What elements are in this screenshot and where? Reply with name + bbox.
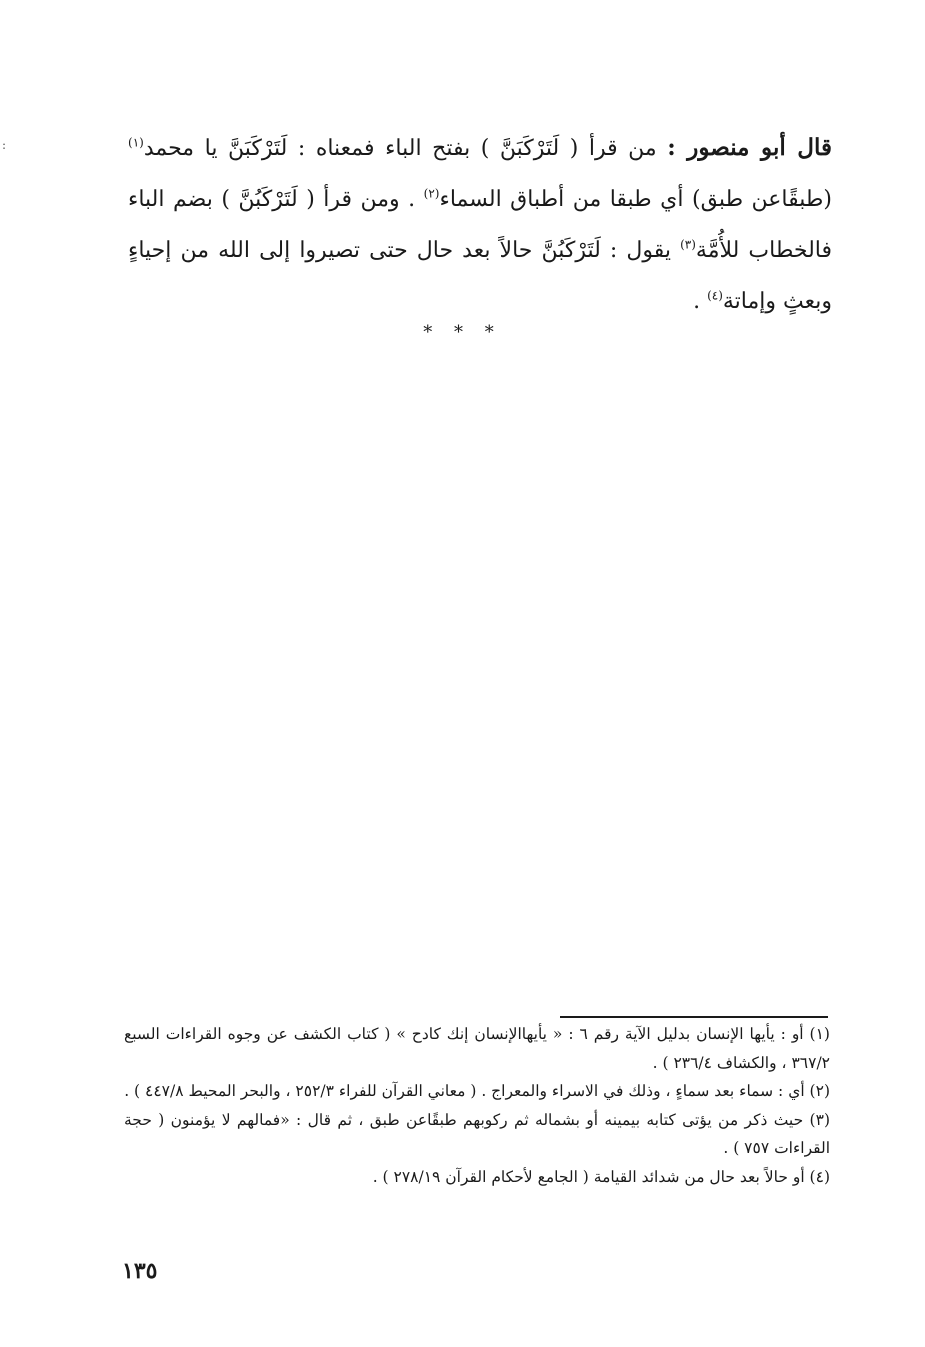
main-paragraph — [128, 122, 832, 327]
body-text-segment: . ومن قرأ ( لَتَرْكَبُنَّ ) بضم الباء فالخطاب للأُمَّة — [128, 187, 832, 263]
footnote-ref-1[interactable]: (١) — [128, 135, 144, 150]
footnote-4: (٤) أو حالاً بعد حال من شدائد القيامة ( الجامع لأحكام القرآن ٢٧٨/١٩ ) . — [372, 1167, 830, 1186]
page-number: ١٣٥ — [122, 1258, 158, 1284]
footnote-ref-2[interactable]: (٢) — [423, 186, 440, 201]
footnote-ref-3[interactable]: (٣) — [680, 237, 696, 252]
footnote-1: (١) أو : يأيها الإنسان بدليل الآية رقم ٦ : « يأيهاالإنسان إنك كادح » ( كتاب الكشف عن وجوه القراءات السبع ٣٦٧/٢ ، والكشاف ٢٣٦/٤ ) . — [124, 1025, 830, 1072]
body-text-segment: يقول : لَتَرْكَبُنَّ حالاً بعد حال حتى تصيروا إلى الله من إحياءٍ وبعثٍ وإماتة — [128, 238, 832, 314]
footnote-divider — [560, 1016, 828, 1018]
paragraph-lead: قال أبو منصور : — [667, 134, 832, 161]
margin-mark: : — [2, 138, 7, 152]
body-text-segment: . — [693, 289, 708, 314]
footnote-2: (٢) أي : سماء بعد سماءٍ ، وذلك في الاسراء والمعراج . ( معاني القرآن للفراء ٢٥٢/٣ ، والبحر المحيط ٤٤٧/٨ ) . — [124, 1082, 830, 1100]
body-text-segment: (طبقًاعن طبق) أي طبقا من أطباق السماء — [439, 187, 832, 212]
footnotes-section — [124, 1020, 830, 1191]
footnote-3: (٣) حيث ذكر من يؤتى كتابه بيمينه أو بشماله ثم ركوبهم طبقًاعن طبق ، ثم قال : «فمالهم لا يؤمنون ( حجة القراءات ٧٥٧ ) . — [124, 1110, 830, 1157]
footnote-ref-4[interactable]: (٤) — [707, 288, 723, 303]
section-separator: * * * — [423, 322, 502, 343]
body-text-segment: من قرأ ( لَتَرْكَبَنَّ ) بفتح الباء فمعناه : لَتَرْكَبَنَّ يا محمد — [143, 136, 668, 161]
